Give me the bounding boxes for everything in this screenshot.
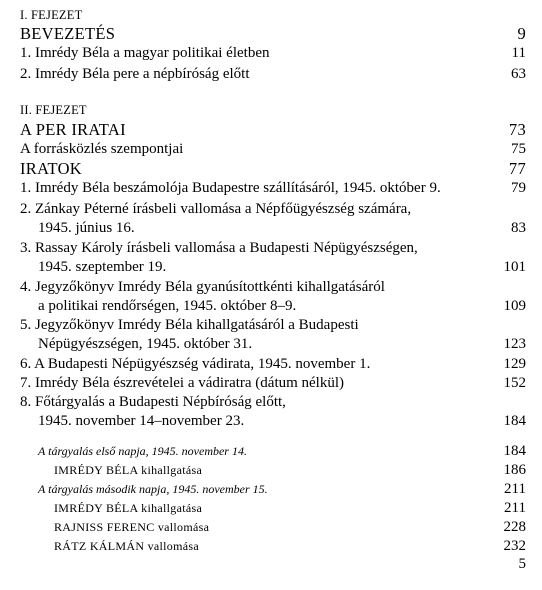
toc-entry: 2. Imrédy Béla pere a népbíróság előtt 63 bbox=[20, 66, 526, 82]
chapter-1-title: BEVEZETÉS 9 bbox=[20, 24, 526, 43]
toc-entry-line2: 1945. november 14–november 23. 184 bbox=[38, 413, 526, 429]
testimony-entry: RÁTZ KÁLMÁN vallomása 232 bbox=[54, 538, 526, 554]
toc-entry: A forrásközlés szempontjai 75 bbox=[20, 141, 526, 157]
toc-entry-line1: 5. Jegyzőkönyv Imrédy Béla kihallgatásáról a Budapesti bbox=[20, 317, 359, 333]
toc-entry: 6. A Budapesti Népügyészség vádirata, 1945. november 1. 129 bbox=[20, 356, 526, 372]
testimony-entry: IMRÉDY BÉLA kihallgatása 186 bbox=[54, 462, 526, 478]
toc-entry: 1. Imrédy Béla a magyar politikai életben 11 bbox=[20, 45, 526, 61]
testimony-entry: IMRÉDY BÉLA kihallgatása 211 bbox=[54, 500, 526, 516]
chapter-2-label: II. FEJEZET bbox=[20, 103, 87, 117]
toc-entry-line2: a politikai rendőrségen, 1945. október 8–9. 109 bbox=[38, 298, 526, 314]
toc-entry-line2: 1945. szeptember 19. 101 bbox=[38, 259, 526, 275]
chapter-1-label: I. FEJEZET bbox=[20, 8, 83, 22]
hearing-day-entry: A tárgyalás második napja, 1945. november 15. 211 bbox=[38, 481, 526, 497]
toc-entry: 7. Imrédy Béla észrevételei a vádiratra (dátum nélkül) 152 bbox=[20, 375, 526, 391]
toc-entry-line1: 4. Jegyzőkönyv Imrédy Béla gyanúsítottkénti kihallgatásáról bbox=[20, 279, 385, 295]
testimony-entry: RAJNISS FERENC vallomása 228 bbox=[54, 519, 526, 535]
toc-entry-line1: 2. Zánkay Péterné írásbeli vallomása a Népfőügyészség számára, bbox=[20, 201, 412, 217]
toc-entry-line2: Népügyészségen, 1945. október 31. 123 bbox=[38, 336, 526, 352]
toc-entry: 1. Imrédy Béla beszámolója Budapestre szállításáról, 1945. október 9. 79 bbox=[20, 180, 526, 196]
hearing-day-entry: A tárgyalás első napja, 1945. november 14. 184 bbox=[38, 443, 526, 459]
toc-entry-line1: 3. Rassay Károly írásbeli vallomása a Budapesti Népügyészségen, bbox=[20, 240, 418, 256]
toc-entry-line2: 1945. június 16. 83 bbox=[38, 220, 526, 236]
documents-heading: IRATOK 77 bbox=[20, 159, 526, 178]
chapter-2-title: A PER IRATAI 73 bbox=[20, 120, 526, 139]
page-number: 5 bbox=[518, 556, 526, 572]
toc-entry-line1: 8. Főtárgyalás a Budapesti Népbíróság előtt, bbox=[20, 394, 286, 410]
